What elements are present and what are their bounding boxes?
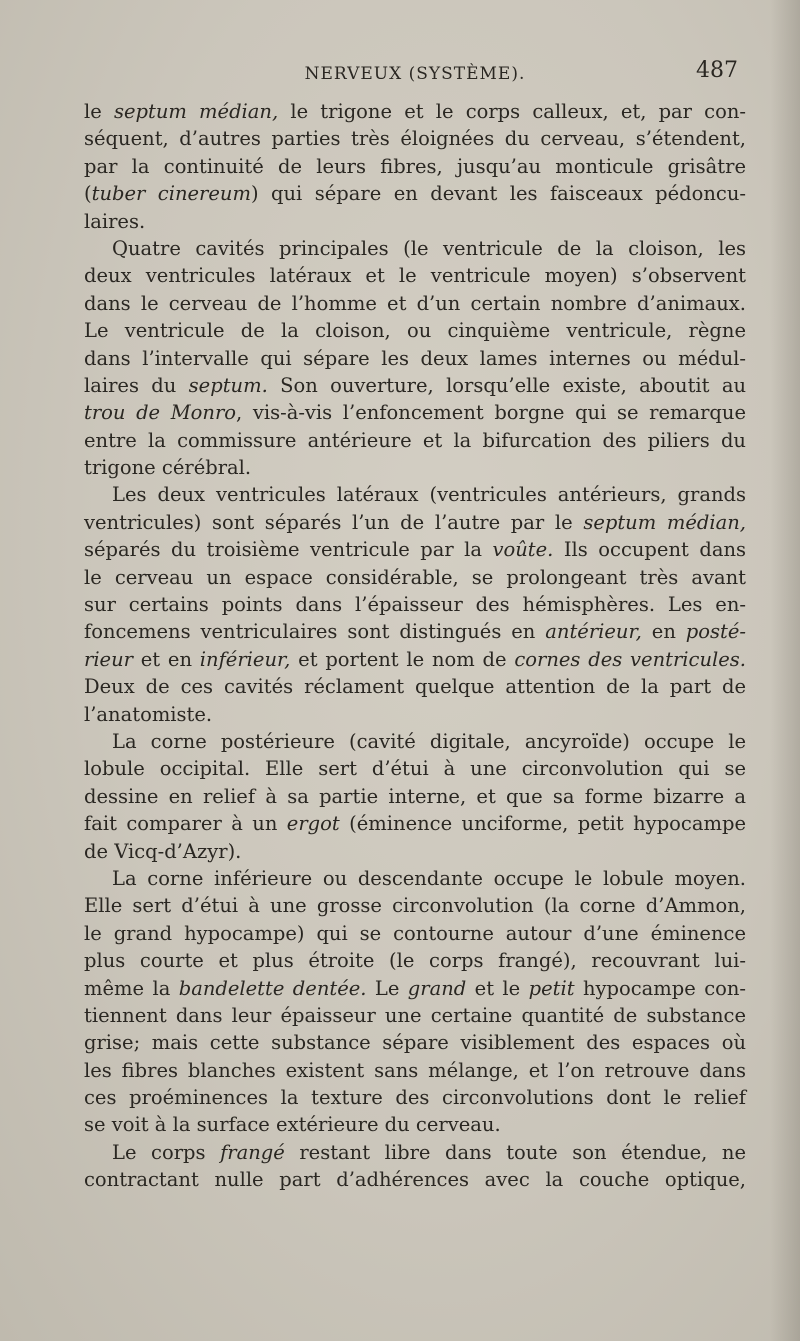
text-line bbox=[84, 646, 746, 673]
text-segment: se voit à la surface extérieure du cerveau. bbox=[84, 1113, 501, 1137]
text-segment: le bbox=[84, 100, 114, 123]
italic-text: tuber cinereum bbox=[91, 182, 251, 206]
text-segment: sur certains points dans l’épaisseur des hémisphères. Les en- bbox=[84, 593, 746, 617]
text-line bbox=[84, 838, 746, 865]
text-line bbox=[84, 481, 746, 508]
text-segment: séparés du troisième ventricule par la bbox=[84, 538, 493, 562]
text-segment: séquent, d’autres parties très éloignées du cerveau, s’étendent, bbox=[84, 127, 746, 151]
text-segment: entre la commissure antérieure et la bifurcation des piliers du bbox=[84, 428, 746, 452]
text-line bbox=[84, 208, 746, 235]
text-segment: lobule occipital. Elle sert d’étui à une circonvolution qui se bbox=[84, 757, 746, 781]
text-segment: contractant nulle part d’adhérences avec la couche optique, bbox=[84, 1168, 746, 1192]
text-line bbox=[84, 1166, 746, 1193]
page-edge-shadow bbox=[770, 0, 800, 1341]
text-segment: Les deux ventricules latéraux (ventricules antérieurs, grands bbox=[112, 483, 746, 507]
italic-text: petit bbox=[528, 976, 575, 1000]
text-segment: hypocampe con- bbox=[574, 976, 747, 1000]
text-segment: La corne inférieure ou descendante occupe le lobule moyen. bbox=[112, 866, 746, 890]
text-line bbox=[84, 290, 746, 317]
text-line bbox=[84, 509, 746, 536]
text-line bbox=[84, 618, 746, 645]
italic-text: grand bbox=[407, 976, 467, 1000]
text-segment: grise; mais cette substance sépare visiblement des espaces où bbox=[84, 1031, 746, 1055]
text-line bbox=[84, 317, 746, 344]
text-segment: deux ventricules latéraux et le ventricule moyen) s’observent bbox=[84, 264, 746, 288]
text-line bbox=[84, 235, 746, 262]
italic-text: trou de Monro bbox=[84, 401, 237, 425]
text-segment: Le ventricule de la cloison, ou cinquième ventricule, règne bbox=[84, 319, 746, 343]
text-line bbox=[84, 783, 746, 810]
text-segment: Le bbox=[366, 976, 408, 1000]
text-segment: même la bbox=[84, 976, 179, 1000]
text-segment: Ils occupent dans bbox=[553, 538, 747, 562]
text-line bbox=[84, 975, 746, 1002]
text-segment: Quatre cavités principales (le ventricule de la cloison, les bbox=[112, 236, 746, 260]
page-number: 487 bbox=[696, 58, 738, 83]
text-line bbox=[84, 372, 746, 399]
text-line bbox=[84, 1111, 746, 1138]
text-segment: tiennent dans leur épaisseur une certaine quantité de substance bbox=[84, 1003, 746, 1027]
text-line bbox=[84, 98, 746, 125]
text-line bbox=[84, 125, 746, 152]
text-line bbox=[84, 865, 746, 892]
text-line bbox=[84, 591, 746, 618]
text-line bbox=[84, 673, 746, 700]
text-line bbox=[84, 454, 746, 481]
text-line bbox=[84, 1084, 746, 1111]
text-line bbox=[84, 701, 746, 728]
italic-text: antérieur, bbox=[545, 620, 642, 644]
text-segment: le grand hypocampe) qui se contourne autour d’une éminence bbox=[84, 921, 746, 945]
text-segment: Son ouverture, lorsqu’elle existe, aboutit au bbox=[267, 373, 747, 397]
text-segment: laires. bbox=[84, 209, 146, 233]
text-segment: dans le cerveau de l’homme et d’un certain nombre d’animaux. bbox=[84, 291, 746, 315]
text-line bbox=[84, 262, 746, 289]
text-line bbox=[84, 1057, 746, 1084]
italic-text: inférieur, bbox=[199, 647, 291, 671]
text-segment: et portent le nom de bbox=[290, 647, 515, 671]
text-line bbox=[84, 536, 746, 563]
text-segment: ) qui sépare en devant les faisceaux pédoncu- bbox=[250, 182, 747, 206]
text-line bbox=[84, 564, 746, 591]
text-line bbox=[84, 427, 746, 454]
text-segment: et en bbox=[132, 647, 200, 671]
italic-text: septum médian, bbox=[113, 100, 279, 123]
text-line bbox=[84, 810, 746, 837]
text-segment: trigone cérébral. bbox=[84, 456, 252, 480]
italic-text: frangé bbox=[220, 1140, 285, 1164]
text-segment: et le bbox=[466, 976, 529, 1000]
italic-text: rieur bbox=[84, 647, 133, 671]
text-line bbox=[84, 947, 746, 974]
text-line bbox=[84, 180, 746, 207]
text-segment: plus courte et plus étroite (le corps frangé), recouvrant lui- bbox=[84, 949, 746, 973]
page-header bbox=[84, 58, 746, 94]
text-segment: en bbox=[641, 620, 686, 644]
text-segment: Elle sert d’étui à une grosse circonvolution (la corne d’Ammon, bbox=[84, 894, 746, 918]
italic-text: voûte. bbox=[492, 538, 554, 562]
italic-text: bandelette dentée. bbox=[178, 976, 367, 1000]
text-line bbox=[84, 728, 746, 755]
text-line bbox=[84, 399, 746, 426]
text-segment: les fibres blanches existent sans mélange, et l’on retrouve dans bbox=[84, 1058, 746, 1082]
text-line bbox=[84, 1002, 746, 1029]
text-segment: La corne postérieure (cavité digitale, ancyroïde) occupe le bbox=[112, 729, 746, 753]
text-segment: ventricules) sont séparés l’un de l’autre par le bbox=[84, 510, 584, 534]
text-segment: de Vicq-d’Azyr). bbox=[84, 839, 242, 863]
text-line bbox=[84, 1029, 746, 1056]
text-line bbox=[84, 920, 746, 947]
italic-text: septum médian, bbox=[583, 510, 747, 534]
text-line bbox=[84, 892, 746, 919]
text-segment: par la continuité de leurs fibres, jusqu’au monticule grisâtre bbox=[84, 154, 746, 178]
text-segment: , vis-à-vis l’enfoncement borgne qui se remarque bbox=[236, 401, 746, 425]
text-segment: dans l’intervalle qui sépare les deux lames internes ou médul- bbox=[84, 346, 746, 370]
italic-text: cornes des ventricules. bbox=[514, 647, 746, 671]
text-segment: le cerveau un espace considérable, se prolongeant très avant bbox=[84, 565, 746, 589]
text-line bbox=[84, 1139, 746, 1166]
text-line bbox=[84, 153, 746, 180]
text-segment: Deux de ces cavités réclament quelque attention de la part de bbox=[84, 675, 746, 699]
italic-text: posté- bbox=[685, 620, 746, 644]
text-segment: dessine en relief à sa partie interne, et que sa forme bizarre a bbox=[84, 784, 746, 808]
italic-text: ergot bbox=[286, 812, 340, 836]
body-text bbox=[84, 98, 746, 1194]
text-segment: l’anatomiste. bbox=[84, 702, 213, 726]
text-segment: ces proéminences la texture des circonvolutions dont le relief bbox=[84, 1086, 746, 1110]
text-segment: ( bbox=[84, 182, 92, 206]
text-line bbox=[84, 345, 746, 372]
text-segment: restant libre dans toute son étendue, ne bbox=[284, 1140, 747, 1164]
running-title: NERVEUX (SYSTÈME). bbox=[304, 64, 526, 84]
text-segment: (éminence unciforme, petit hypocampe bbox=[339, 812, 746, 836]
text-segment: foncemens ventriculaires sont distingués en bbox=[84, 620, 546, 644]
text-line bbox=[84, 755, 746, 782]
text-segment: laires du bbox=[84, 373, 189, 397]
italic-text: septum. bbox=[188, 373, 268, 397]
text-segment: fait comparer à un bbox=[84, 812, 287, 836]
text-segment: le trigone et le corps calleux, et, par con- bbox=[278, 100, 746, 123]
text-segment: Le corps bbox=[112, 1140, 221, 1164]
